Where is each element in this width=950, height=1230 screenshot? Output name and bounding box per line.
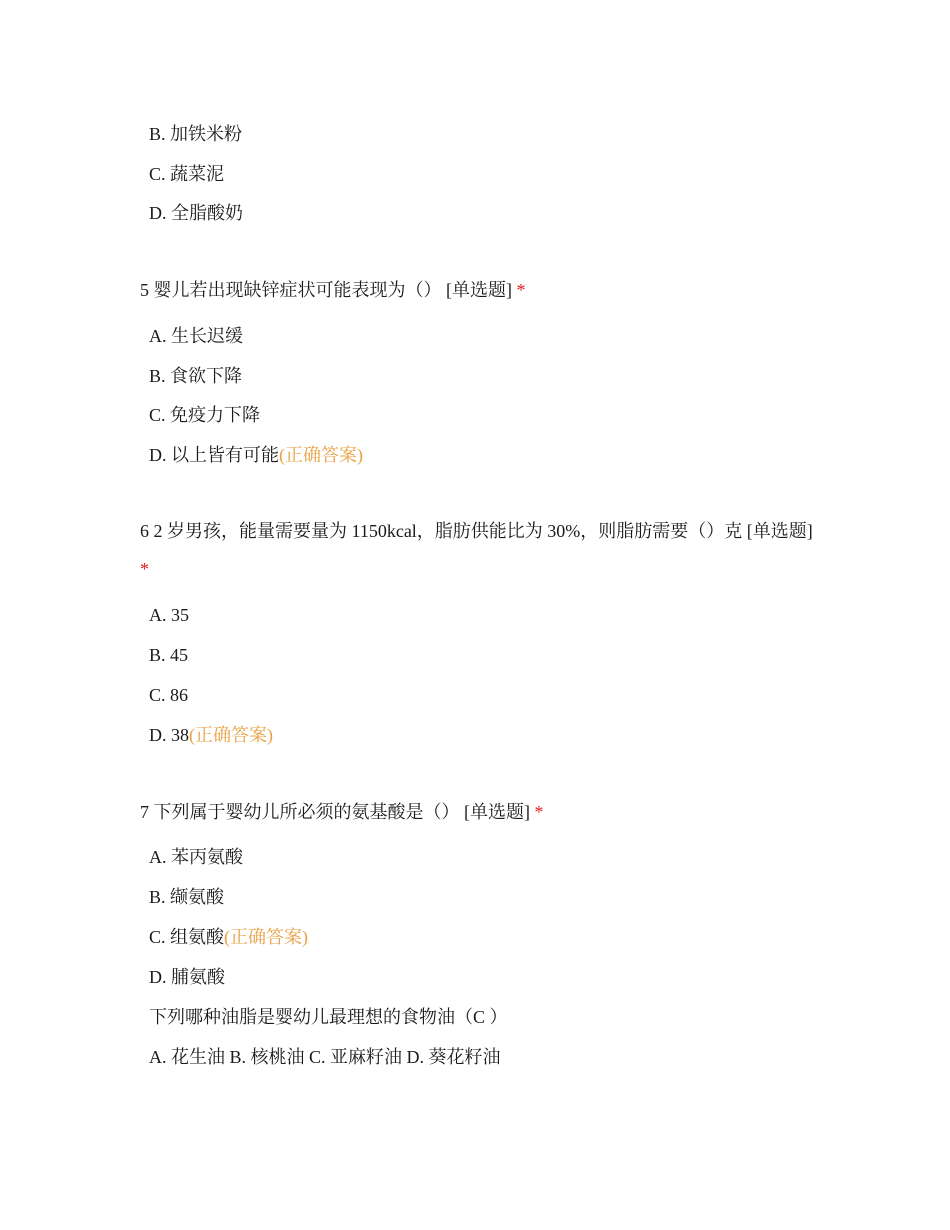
q6-option-d[interactable]: D. 38(正确答案) — [149, 725, 273, 745]
q6-option-b[interactable]: B. 45 — [149, 645, 189, 665]
required-marker: * — [516, 280, 526, 300]
extra-options: A. 花生油 B. 核桃油 C. 亚麻籽油 D. 葵花籽油 — [149, 1047, 501, 1067]
q7-option-c[interactable]: C. 组氨酸(正确答案) — [149, 927, 309, 947]
q7-title: 7 下列属于婴幼儿所必须的氨基酸是（） [单选题] * — [140, 802, 544, 822]
q6-option-c[interactable]: C. 86 — [149, 685, 189, 705]
required-marker: * — [534, 802, 544, 822]
extra-question: 下列哪种油脂是婴幼儿最理想的食物油（C ） — [149, 1007, 508, 1027]
q4-option-d[interactable]: D. 全脂酸奶 — [149, 203, 243, 223]
q5-option-b[interactable]: B. 食欲下降 — [149, 366, 243, 386]
q7-option-b[interactable]: B. 缬氨酸 — [149, 887, 225, 907]
q5-option-c[interactable]: C. 免疫力下降 — [149, 405, 261, 425]
q7-option-a[interactable]: A. 苯丙氨酸 — [149, 847, 243, 867]
correct-answer-label: (正确答案) — [224, 927, 309, 947]
q6-title: 6 2 岁男孩，能量需要量为 1150kcal，脂肪供能比为 30%，则脂肪需要（）克 [单选题] * — [140, 521, 813, 579]
correct-answer-label: (正确答案) — [279, 445, 363, 465]
required-marker: * — [140, 559, 149, 579]
q6-option-a[interactable]: A. 35 — [149, 605, 189, 625]
q5-option-a[interactable]: A. 生长迟缓 — [149, 326, 243, 346]
q5-option-d[interactable]: D. 以上皆有可能(正确答案) — [149, 445, 363, 465]
q7-option-d[interactable]: D. 脯氨酸 — [149, 967, 225, 987]
q4-option-c[interactable]: C. 蔬菜泥 — [149, 164, 225, 184]
q5-title: 5 婴儿若出现缺锌症状可能表现为（） [单选题] * — [140, 280, 526, 300]
correct-answer-label: (正确答案) — [189, 725, 273, 745]
q4-option-b[interactable]: B. 加铁米粉 — [149, 124, 243, 144]
